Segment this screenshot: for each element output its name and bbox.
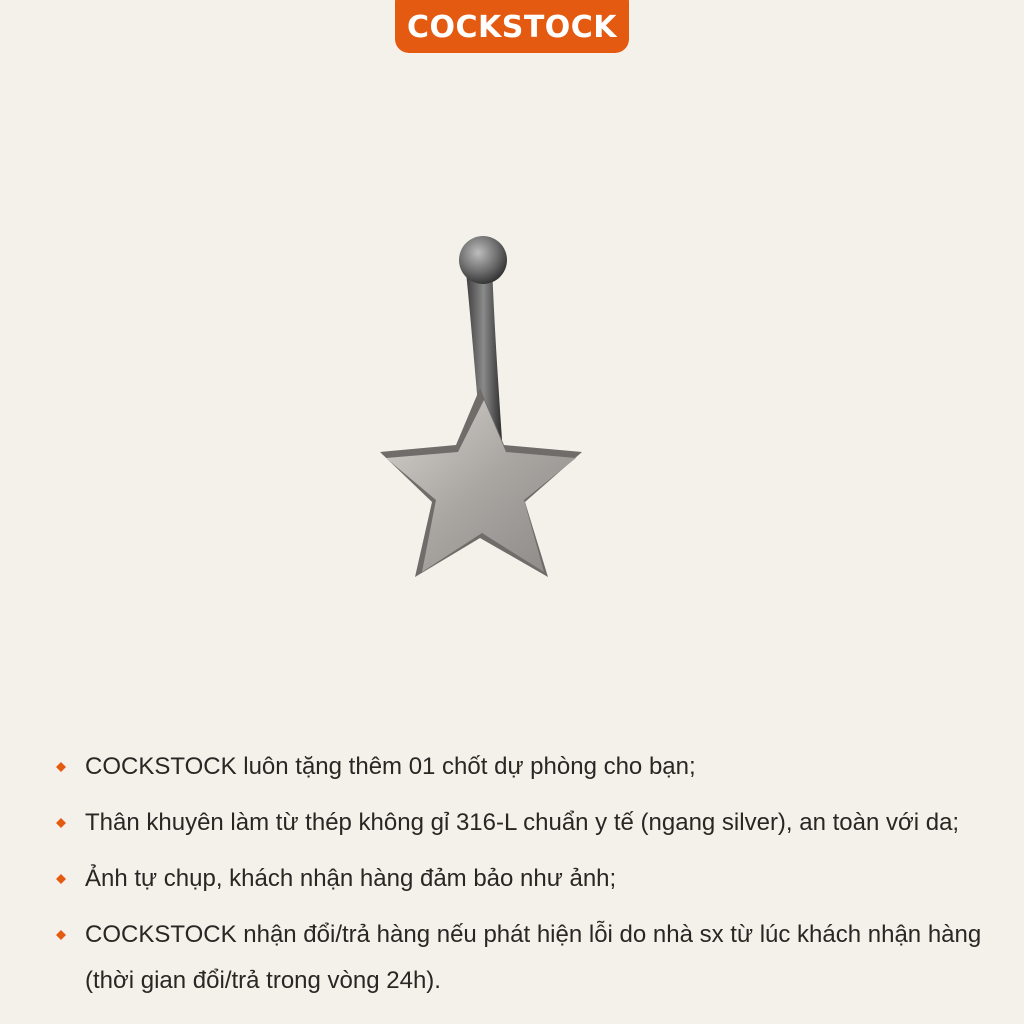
brand-header-tab: [395, 0, 629, 53]
product-photo: [370, 230, 600, 590]
feature-text: COCKSTOCK nhận đổi/trả hàng nếu phát hiện lỗi do nhà sx từ lúc khách nhận hàng (thời gian đổi/trả trong vòng 24h).: [85, 921, 982, 994]
feature-item: [52, 912, 982, 1004]
diamond-bullet-icon: [56, 762, 66, 772]
diamond-bullet-icon: [56, 818, 66, 828]
feature-text: Thân khuyên làm từ thép không gỉ 316-L chuẩn y tế (ngang silver), an toàn với da;: [85, 809, 960, 836]
brand-logo-text: COCKSTOCK: [406, 10, 618, 45]
feature-text: Ảnh tự chụp, khách nhận hàng đảm bảo như ảnh;: [85, 865, 617, 892]
feature-list: [52, 744, 982, 1014]
feature-text: COCKSTOCK luôn tặng thêm 01 chốt dự phòng cho bạn;: [85, 753, 696, 780]
diamond-bullet-icon: [56, 874, 66, 884]
feature-item: [52, 856, 982, 902]
diamond-bullet-icon: [56, 930, 66, 940]
feature-item: [52, 744, 982, 790]
star-nose-stud-icon: [370, 230, 600, 590]
feature-item: [52, 800, 982, 846]
